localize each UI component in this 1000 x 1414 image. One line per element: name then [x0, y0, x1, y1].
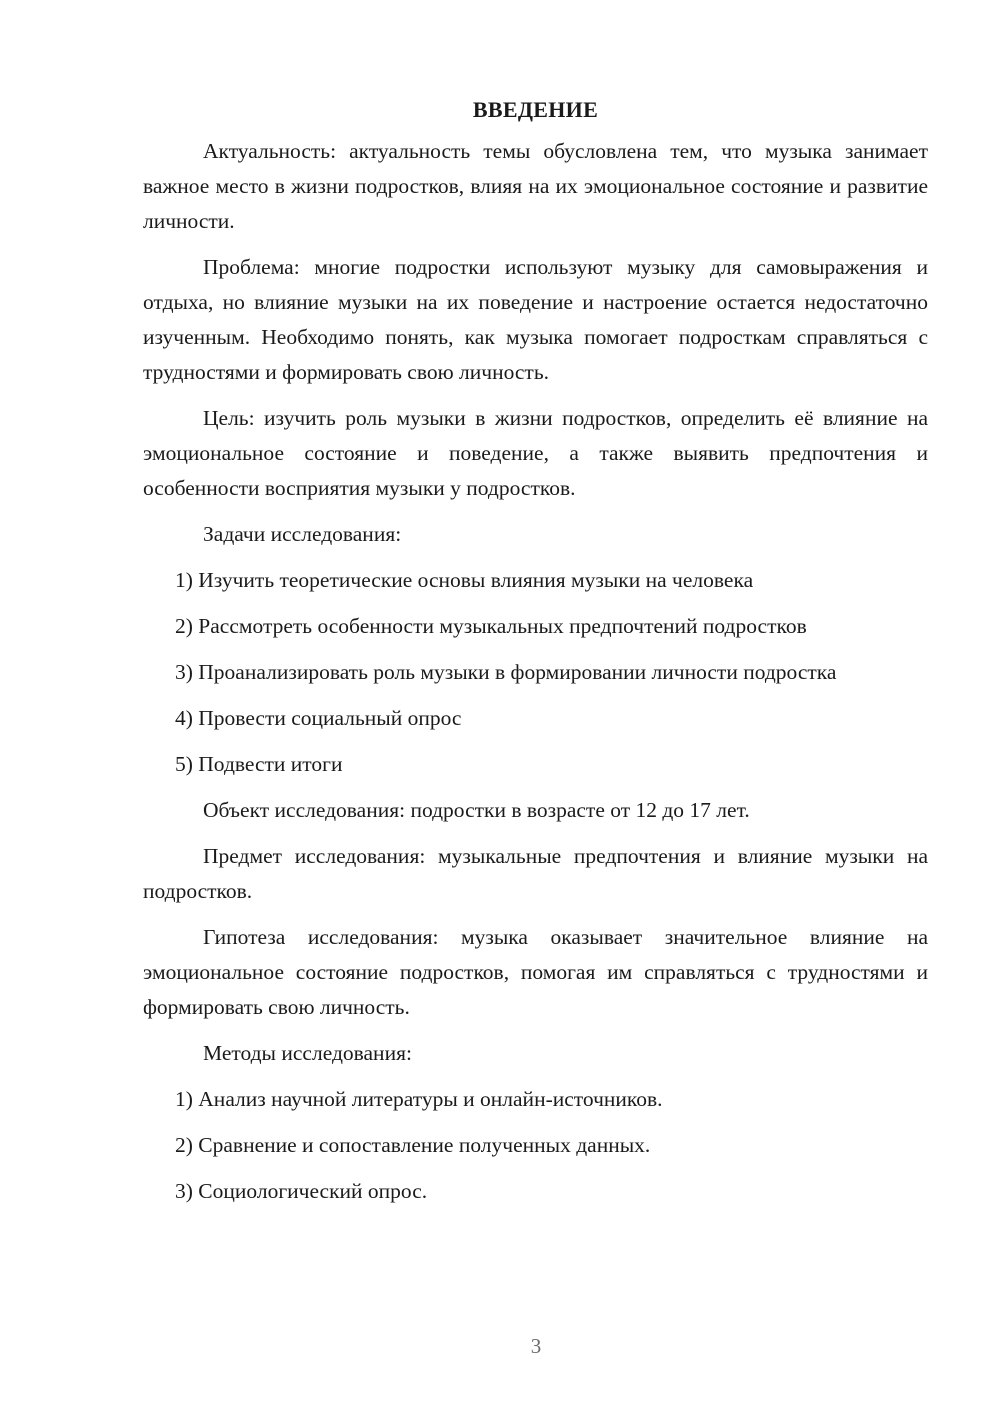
paragraph-relevance: Актуальность: актуальность темы обусловлена тем, что музыка занимает важное место в жизни подростков, влияя на их эмоциональное состояние и развитие личности.	[143, 139, 928, 233]
paragraph-problem: Проблема: многие подростки используют музыку для самовыражения и отдыха, но влияние музыки на их поведение и настроение остается недостаточно изученным. Необходимо понять, как музыка помогает подросткам справляться с трудностями и формировать свою личность.	[143, 255, 928, 384]
paragraph-subject: Предмет исследования: музыкальные предпочтения и влияние музыки на подростков.	[143, 844, 928, 903]
paragraph-methods-heading: Методы исследования:	[203, 1041, 412, 1065]
paragraph-goal: Цель: изучить роль музыки в жизни подростков, определить её влияние на эмоциональное состояние и поведение, а также выявить предпочтения и особенности восприятия музыки у подростков.	[143, 406, 928, 500]
paragraph-tasks-heading: Задачи исследования:	[203, 522, 402, 546]
paragraph-object: Объект исследования: подростки в возрасте от 12 до 17 лет.	[203, 798, 750, 822]
list-item-method-2: 2) Сравнение и сопоставление полученных данных.	[175, 1133, 651, 1157]
document-page	[143, 92, 928, 1220]
list-item-task-4: 4) Провести социальный опрос	[175, 706, 462, 730]
paragraph-hypothesis: Гипотеза исследования: музыка оказывает значительное влияние на эмоциональное состояние подростков, помогая им справляться с трудностями и формировать свою личность.	[143, 925, 928, 1019]
list-item-task-5: 5) Подвести итоги	[175, 752, 343, 776]
list-item-task-3: 3) Проанализировать роль музыки в формировании личности подростка	[175, 660, 837, 684]
list-item-task-1: 1) Изучить теоретические основы влияния музыки на человека	[175, 568, 754, 592]
list-item-method-3: 3) Социологический опрос.	[175, 1179, 428, 1203]
page-title: ВВЕДЕНИЕ	[472, 97, 599, 122]
page-number: 3	[530, 1334, 542, 1358]
list-item-task-2: 2) Рассмотреть особенности музыкальных предпочтений подростков	[175, 614, 807, 638]
list-item-method-1: 1) Анализ научной литературы и онлайн-источников.	[175, 1087, 663, 1111]
